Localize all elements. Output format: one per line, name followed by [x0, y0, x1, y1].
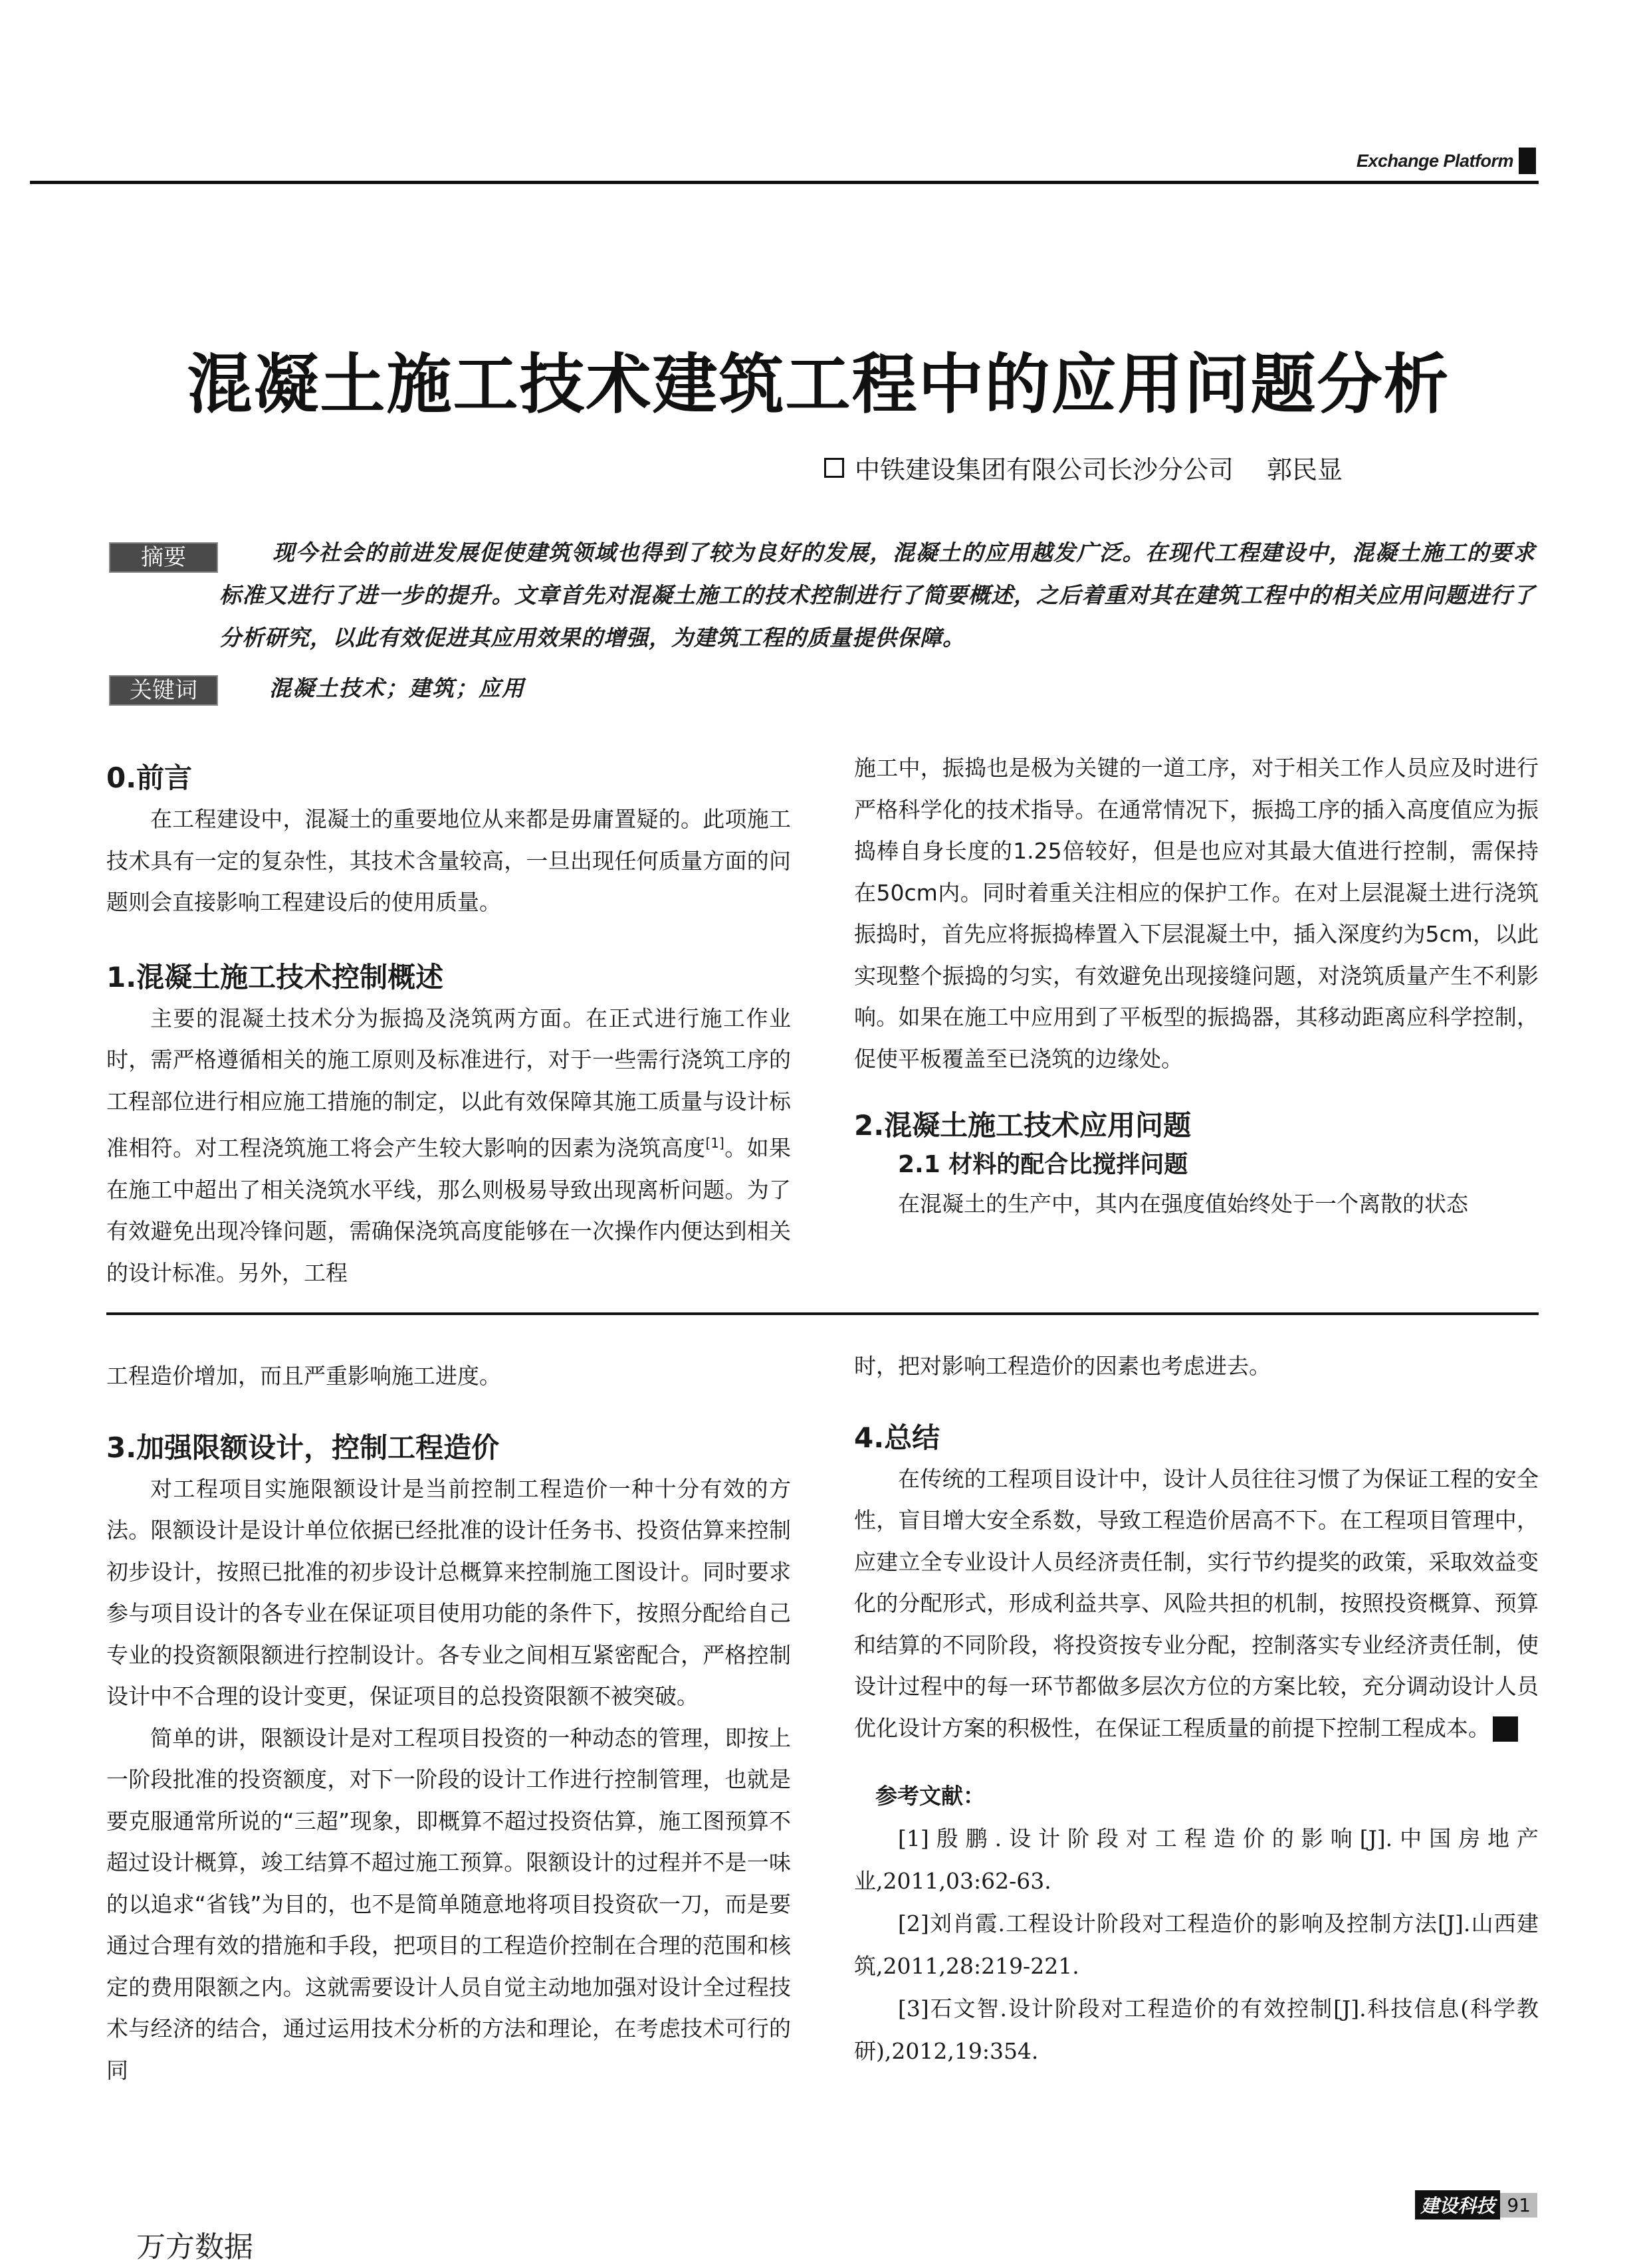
- author-org: 中铁建设集团有限公司长沙分公司: [855, 455, 1234, 484]
- section-1-text-a: 主要的混凝土技术分为振捣及浇筑两方面。在正式进行施工作业时，需严格遵循相关的施工原则及标准进行，对于一些需行浇筑工序的工程部位进行相应施工措施的制定，以此有效保障其施工质量与设计标准相符。对工程浇筑施工将会产生较大影响的因素为浇筑高度: [106, 1005, 791, 1161]
- citation-1: [1]: [705, 1135, 724, 1151]
- author-line: [824, 449, 1343, 486]
- page-number: 91: [1500, 2193, 1537, 2217]
- author-name: 郭民显: [1267, 455, 1343, 484]
- article-title: 混凝土施工技术建筑工程中的应用问题分析: [187, 347, 1450, 423]
- section-4-text: 在传统的工程项目设计中，设计人员往往习惯了为保证工程的安全性，盲目增大安全系数，导致工程造价居高不下。在工程项目管理中，应建立全专业设计人员经济责任制，实行节约提奖的政策，采取效益变化的分配形式，形成利益共享、风险共担的机制，按照投资概算、预算和结算的不同阶段，将投资按专业分配，控制落实专业经济责任制，使设计过程中的每一环节都做多层次方位的方案比较，充分调动设计人员优化设计方案的积极性，在保证工程质量的前提下控制工程成本。: [854, 1465, 1539, 1741]
- end-mark: C: [1493, 1716, 1518, 1742]
- section-4-paragraph: [854, 1459, 1550, 1750]
- reference-item: [1]殷鹏.设计阶段对工程造价的影响[J].中国房地产业,2011,03:62-63.: [854, 1825, 1539, 1894]
- section-1-text-b: 。如果在施工中超出了相关浇筑水平线，那么则极易导致出现离析问题。为了有效避免出现冷锋问题，需确保浇筑高度能够在一次操作内便达到相关的设计标准。另外，工程: [106, 1135, 792, 1286]
- reference-item: [3]石文智.设计阶段对工程造价的有效控制[J].科技信息(科学教研),2012,19:354.: [854, 1995, 1539, 2064]
- reference-item: [2]刘肖霞.工程设计阶段对工程造价的影响及控制方法[J].山西建筑,2011,28:219-221.: [854, 1910, 1539, 1979]
- abstract-text: [219, 532, 1535, 659]
- keywords-text: 混凝土技术；建筑；应用: [269, 675, 525, 701]
- section-1-paragraph: [106, 998, 791, 1294]
- section-1-heading: 1.混凝土施工技术控制概述: [106, 960, 444, 993]
- section-3-paragraph-2: 简单的讲，限额设计是对工程项目投资的一种动态的管理，即按上一阶段批准的投资额度，对下一阶段的设计工作进行控制管理，也就是要克服通常所说的“三超”现象，即概算不超过投资估算，施工图预算不超过设计概算，竣工结算不超过施工预算。限额设计的过程并不是一味的以追求“省钱”为目的，也不是简单随意地将项目投资砍一刀，而是要通过合理有效的措施和手段，把项目的工程造价控制在合理的范围和核定的费用限额之内。这就需要设计人员自觉主动地加强对设计全过程技术与经济的结合，通过运用技术分析的方法和理论，在考虑技术可行的同: [106, 1724, 791, 2083]
- journal-name: 建设科技: [1415, 2190, 1500, 2219]
- section-4-heading: 4.总结: [854, 1421, 940, 1454]
- middle-rule: [106, 1312, 1539, 1315]
- upper-right-paragraph: 施工中，振捣也是极为关键的一道工序，对于相关工作人员应及时进行严格科学化的技术指导。在通常情况下，振捣工序的插入高度值应为振捣棒自身长度的1.25倍较好，但是也应对其最大值进行控制，需保持在50cm内。同时着重关注相应的保护工作。在对上层混凝土进行浇筑振捣时，首先应将振捣棒置入下层混凝土中，插入深度约为5cm，以此实现整个振捣的匀实，有效避免出现接缝问题，对浇筑质量产生不利影响。如果在施工中应用到了平板型的振捣器，其移动距离应科学控制，促使平板覆盖至已浇筑的边缘处。: [854, 755, 1539, 1072]
- abstract-body: 现今社会的前进发展促使建筑领域也得到了较为良好的发展，混凝土的应用越发广泛。在现代工程建设中，混凝土施工的要求标准又进行了进一步的提升。文章首先对混凝土施工的技术控制进行了简要概述，之后着重对其在建筑工程中的相关应用问题进行了分析研究，以此有效促进其应用效果的增强，为建筑工程的质量提供保障。: [219, 540, 1535, 651]
- section-2-heading: 2.混凝土施工技术应用问题: [854, 1109, 1192, 1142]
- section-label: Exchange Platform: [1356, 150, 1513, 171]
- upper-left-column: [106, 758, 791, 1294]
- section-3-heading: 3.加强限额设计，控制工程造价: [106, 1431, 500, 1464]
- watermark: 万方数据: [136, 2230, 253, 2264]
- section-2-1-paragraph: 在混凝土的生产中，其内在强度值始终处于一个离散的状态: [898, 1191, 1468, 1217]
- header-block-mark: [1519, 148, 1536, 174]
- lower-left-column: [106, 1356, 791, 2091]
- references-heading: 参考文献：: [875, 1783, 985, 1809]
- lower-right-column: [854, 1346, 1550, 2073]
- references-list: [854, 1817, 1539, 2073]
- section-3-paragraph-1: 对工程项目实施限额设计是当前控制工程造价一种十分有效的方法。限额设计是设计单位依据已经批准的设计任务书、投资估算来控制初步设计，按照已批准的初步设计总概算来控制施工图设计。同时要求参与项目设计的各专业在保证项目使用功能的条件下，按照分配给自己专业的投资额限额进行控制设计。各专业之间相互紧密配合，严格控制设计中不合理的设计变更，保证项目的总投资限额不被突破。: [106, 1475, 791, 1709]
- section-header: [1357, 148, 1536, 174]
- keywords-tag: 关键词: [109, 675, 218, 706]
- section-2-1-heading: 2.1 材料的配合比搅拌问题: [898, 1151, 1188, 1178]
- square-icon: [824, 458, 844, 478]
- page-footer: [1415, 2190, 1537, 2219]
- abstract-tag: 摘要: [109, 542, 218, 573]
- upper-right-column: [854, 748, 1539, 1225]
- section-0-paragraph: 在工程建设中，混凝土的重要地位从来都是毋庸置疑的。此项施工技术具有一定的复杂性，其技术含量较高，一旦出现任何质量方面的问题则会直接影响工程建设后的使用质量。: [106, 806, 791, 915]
- header-rule: [30, 181, 1539, 184]
- lower-right-lead: 时，把对影响工程造价的因素也考虑进去。: [854, 1353, 1271, 1379]
- lower-left-lead: 工程造价增加，而且严重影响施工进度。: [106, 1363, 501, 1389]
- section-0-heading: 0.前言: [106, 762, 193, 794]
